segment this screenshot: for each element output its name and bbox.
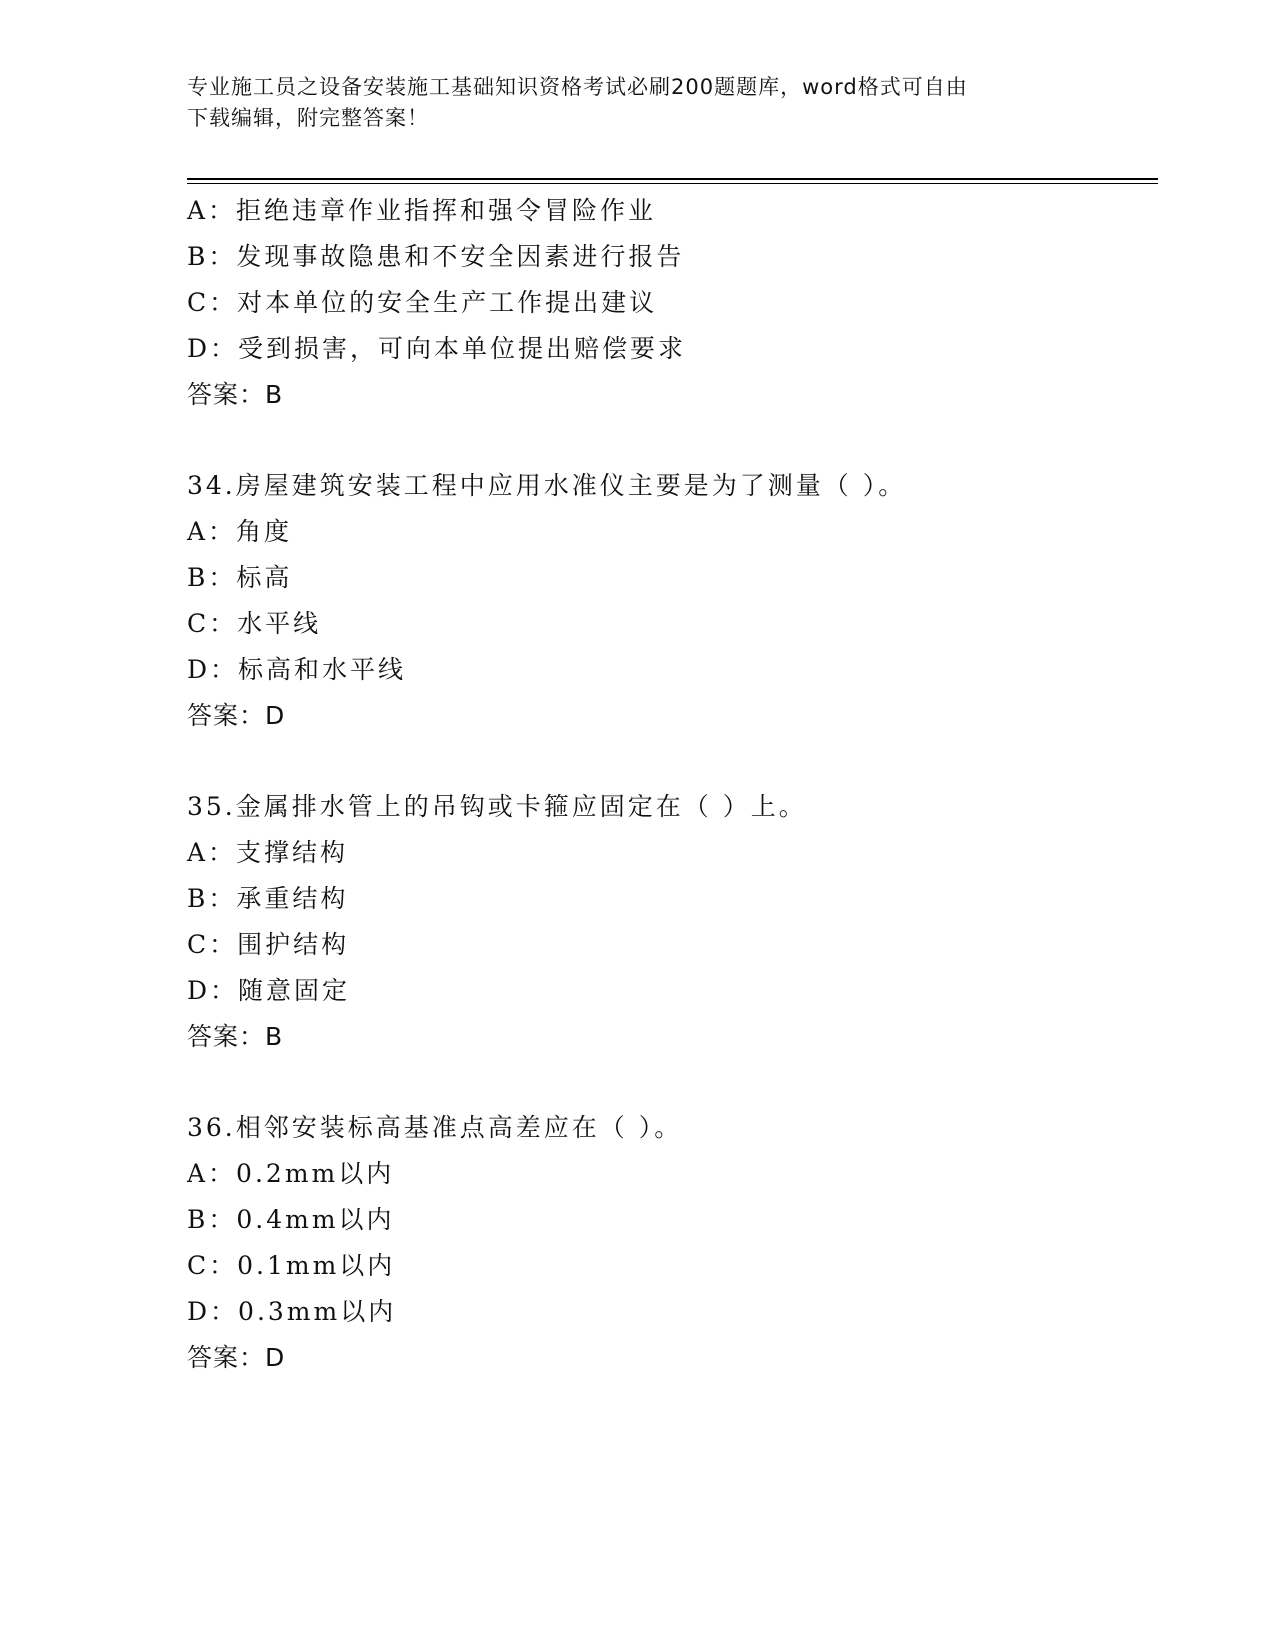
answer-line: 答案：B bbox=[187, 380, 284, 409]
option-c: C：围护结构 bbox=[187, 930, 350, 959]
option-d: D：受到损害，可向本单位提出赔偿要求 bbox=[187, 334, 687, 363]
option-c: C：0.1mm以内 bbox=[187, 1251, 396, 1280]
question-35-block bbox=[187, 784, 1158, 1060]
header-divider-thin bbox=[187, 183, 1158, 184]
question-text: 35.金属排水管上的吊钩或卡箍应固定在（ ）上。 bbox=[187, 792, 807, 821]
answer-line: 答案：D bbox=[187, 1343, 286, 1372]
header-line-1: 专业施工员之设备安装施工基础知识资格考试必刷200题题库，word格式可自由 bbox=[187, 75, 968, 99]
question-list bbox=[187, 188, 1158, 1381]
option-a: A：角度 bbox=[187, 517, 293, 546]
answer-line: 答案：B bbox=[187, 1022, 284, 1051]
header-divider-thick bbox=[187, 178, 1158, 180]
option-b: B：发现事故隐患和不安全因素进行报告 bbox=[187, 242, 685, 271]
question-text: 36.相邻安装标高基准点高差应在（ ）。 bbox=[187, 1113, 683, 1142]
option-d: D：随意固定 bbox=[187, 976, 351, 1005]
option-a: A：支撑结构 bbox=[187, 838, 349, 867]
answer-line: 答案：D bbox=[187, 701, 286, 730]
question-34-block bbox=[187, 463, 1158, 739]
option-a: A：拒绝违章作业指挥和强令冒险作业 bbox=[187, 196, 657, 225]
spacer bbox=[187, 418, 1158, 463]
question-33-block bbox=[187, 188, 1158, 418]
header-line-2: 下载编辑，附完整答案！ bbox=[187, 106, 429, 130]
option-b: B：承重结构 bbox=[187, 884, 349, 913]
spacer bbox=[187, 739, 1158, 784]
option-d: D：标高和水平线 bbox=[187, 655, 407, 684]
spacer bbox=[187, 1060, 1158, 1105]
option-b: B：标高 bbox=[187, 563, 293, 592]
question-36-block bbox=[187, 1105, 1158, 1381]
option-c: C：水平线 bbox=[187, 609, 322, 638]
option-a: A：0.2mm以内 bbox=[187, 1159, 395, 1188]
document-header bbox=[187, 72, 1087, 134]
option-d: D：0.3mm以内 bbox=[187, 1297, 397, 1326]
question-text: 34.房屋建筑安装工程中应用水准仪主要是为了测量（ ）。 bbox=[187, 471, 907, 500]
option-c: C：对本单位的安全生产工作提出建议 bbox=[187, 288, 658, 317]
option-b: B：0.4mm以内 bbox=[187, 1205, 395, 1234]
